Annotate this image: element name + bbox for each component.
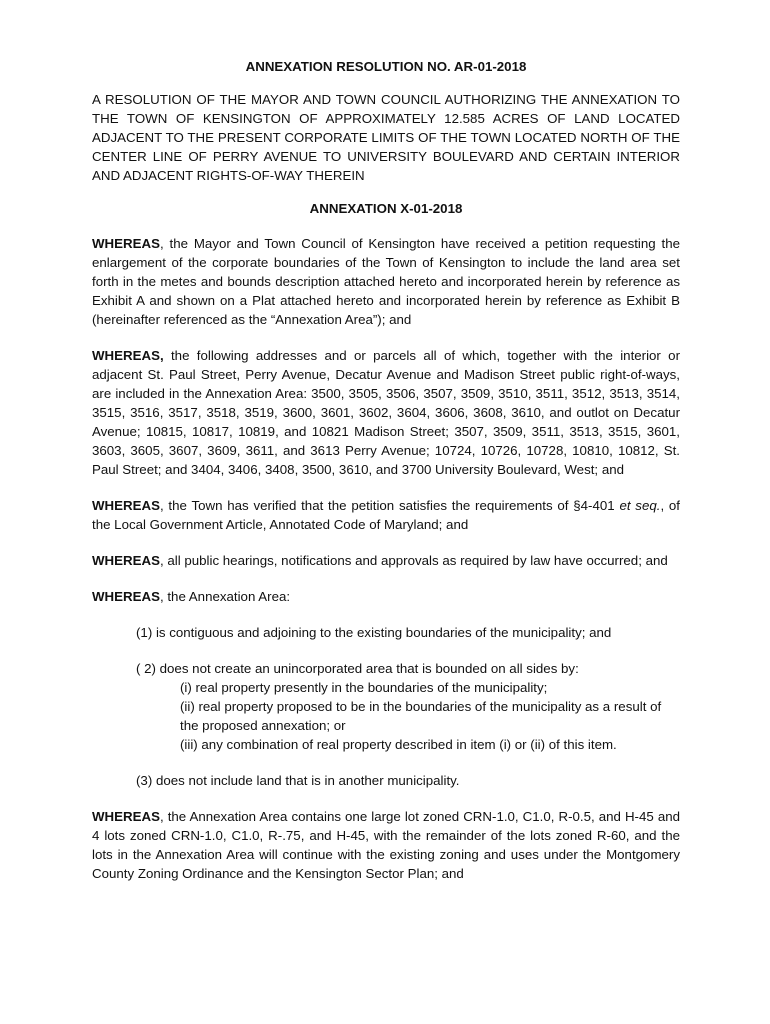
list-item-3: (3) does not include land that is in another municipality. bbox=[136, 773, 460, 788]
list-item-1: (1) is contiguous and adjoining to the existing boundaries of the municipality; and bbox=[136, 625, 612, 640]
whereas-paragraph-6 bbox=[92, 807, 680, 883]
resolution-title: ANNEXATION RESOLUTION NO. AR-01-2018 bbox=[245, 59, 527, 74]
whereas-paragraph-1 bbox=[92, 234, 680, 329]
paragraph-text: , the Town has verified that the petition satisfies the requirements of §4-401 bbox=[159, 498, 620, 513]
whereas-label: WHEREAS, bbox=[92, 348, 164, 363]
paragraph-text: , the Mayor and Town Council of Kensington have received a petition requesting the enlargement of the corporate boundaries of the Town of Kensington to include the land area set forth in the metes and bounds description attached hereto and incorporated herein by reference as Exhibit A and shown on a Plat attached hereto and incorporated herein by reference as Exhibit B (hereinafter referenced as the “Annexation Area”); and bbox=[92, 236, 680, 327]
whereas-paragraph-5 bbox=[92, 587, 680, 606]
whereas-label: WHEREAS bbox=[92, 553, 160, 568]
whereas-paragraph-3 bbox=[92, 496, 680, 534]
list-item-2-text: ( 2) does not create an unincorporated area that is bounded on all sides by: bbox=[136, 661, 579, 676]
resolution-caption: A RESOLUTION OF THE MAYOR AND TOWN COUNCIL AUTHORIZING THE ANNEXATION TO THE TOWN OF KENSINGTON OF APPROXIMATELY 12.585 ACRES OF LAND LOCATED ADJACENT TO THE PRESENT CORPORATE LIMITS OF THE TOWN LOCATED NORTH OF THE CENTER LINE OF PERRY AVENUE TO UNIVERSITY BOULEVARD AND CERTAIN INTERIOR AND ADJACENT RIGHTS-OF-WAY THEREIN bbox=[92, 92, 680, 183]
whereas-label: WHEREAS bbox=[92, 498, 160, 513]
whereas-paragraph-4 bbox=[92, 551, 680, 570]
paragraph-emphasis: et seq. bbox=[619, 498, 661, 513]
whereas-label: WHEREAS bbox=[92, 809, 160, 824]
whereas-paragraph-2 bbox=[92, 346, 680, 479]
list-subitem-ii: (ii) real property proposed to be in the boundaries of the municipality as a result of the proposed annexation; or bbox=[180, 699, 662, 733]
list-subitem-iii: (iii) any combination of real property described in item (i) or (ii) of this item. bbox=[180, 737, 617, 752]
paragraph-text: , of the Local Government Article, Annotated Code of Maryland; and bbox=[92, 498, 680, 532]
paragraph-text: , the Annexation Area: bbox=[159, 589, 291, 604]
paragraph-text: , all public hearings, notifications and approvals as required by law have occurred; and bbox=[159, 553, 668, 568]
list-subitem-i: (i) real property presently in the boundaries of the municipality; bbox=[180, 680, 548, 695]
document-page bbox=[92, 57, 680, 900]
whereas-label: WHEREAS bbox=[92, 589, 160, 604]
list-item-2 bbox=[136, 659, 680, 754]
paragraph-text: the following addresses and or parcels all of which, together with the interior or adjacent St. Paul Street, Perry Avenue, Decatur Avenue and Madison Street public right-of-ways, are included in the Annexation Area: 3500, 3505, 3506, 3507, 3509, 3510, 3511, 3512, 3513, 3514, 3515, 3516, 3517, 3518, 3519, 3600, 3601, 3602, 3604, 3606, 3608, 3610, and outlot on Decatur Avenue; 10815, 10817, 10819, and 10821 Madison Street; 3507, 3509, 3511, 3513, 3515, 3601, 3603, 3605, 3607, 3609, 3611, and 3613 Perry Avenue; 10724, 10726, 10728, 10810, 10812, St. Paul Street; and 3404, 3406, 3408, 3500, 3610, and 3700 University Boulevard, West; and bbox=[92, 348, 680, 477]
whereas-label: WHEREAS bbox=[92, 236, 160, 251]
paragraph-text: , the Annexation Area contains one large lot zoned CRN-1.0, C1.0, R-0.5, and H-45 and 4 lots zoned CRN-1.0, C1.0, R-.75, and H-45, with the remainder of the lots zoned R-60, and the lots in the Annexation Area will continue with the existing zoning and uses under the Montgomery County Zoning Ordinance and the Kensington Sector Plan; and bbox=[92, 809, 680, 881]
annexation-subtitle: ANNEXATION X-01-2018 bbox=[309, 201, 463, 216]
